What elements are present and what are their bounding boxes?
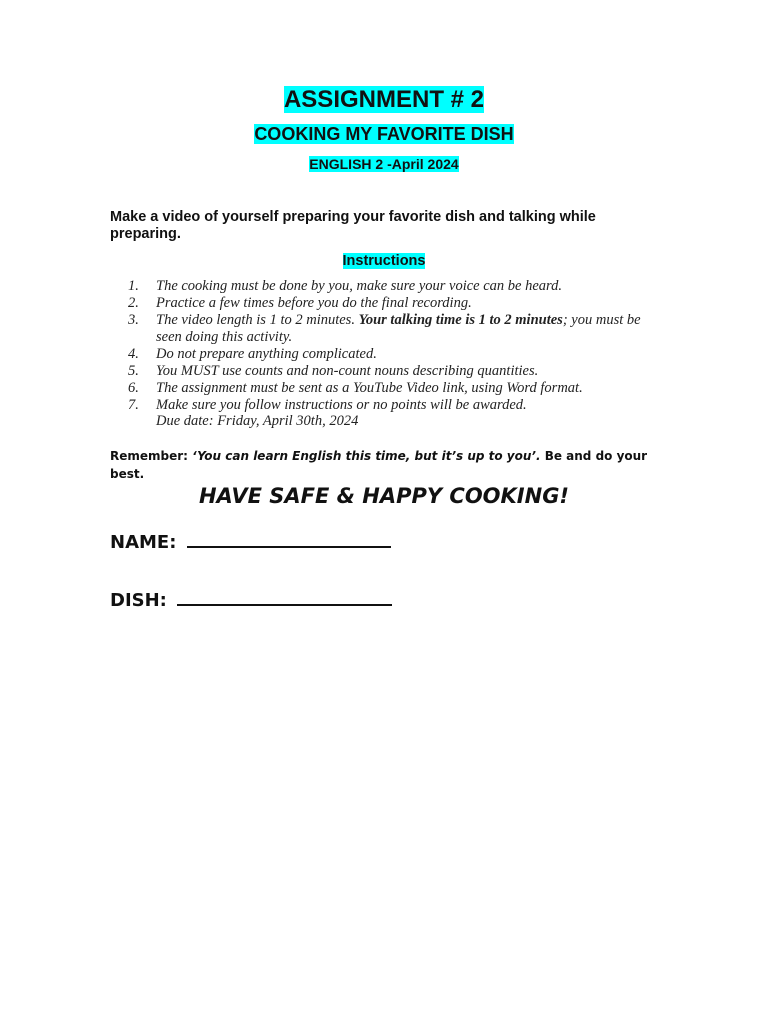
list-item-text: The assignment must be sent as a YouTube Video link, using Word format. (156, 380, 583, 396)
list-item (128, 397, 668, 414)
list-item-number: 5. (128, 363, 139, 379)
dish-blank-line[interactable] (177, 586, 392, 606)
dish-label: DISH: (110, 590, 167, 611)
list-item-text-part: ; you must be seen doing this activity. (156, 312, 641, 345)
list-item-text-part: The video length is 1 to 2 minutes. (156, 312, 359, 328)
list-item (128, 380, 668, 397)
list-item-number: 2. (128, 295, 139, 311)
intro-paragraph: Make a video of yourself preparing your favorite dish and talking while preparing. (110, 209, 596, 242)
list-item (128, 363, 668, 380)
name-field (110, 528, 391, 556)
list-item-number: 7. (128, 397, 139, 413)
instructions-heading-text: Instructions (342, 253, 426, 269)
list-item-number: 3. (128, 312, 139, 328)
remember-label: Remember: (110, 449, 193, 463)
list-item-text: The cooking must be done by you, make sure your voice can be heard. (156, 278, 563, 294)
name-label: NAME: (110, 532, 177, 553)
list-item-number: 1. (128, 278, 139, 294)
instructions-list (128, 278, 668, 414)
instructions-heading (0, 251, 768, 271)
list-item-bold-text: Your talking time is 1 to 2 minutes (358, 312, 563, 328)
assignment-subtitle (0, 122, 768, 146)
remember-quote: ‘You can learn English this time, but it’s up to you’. (192, 449, 541, 463)
list-item-text (156, 312, 668, 346)
list-item-text: Do not prepare anything complicated. (156, 346, 377, 362)
list-item-number: 4. (128, 346, 139, 362)
list-item (128, 295, 668, 312)
course-line-text: ENGLISH 2 -April 2024 (309, 156, 459, 172)
list-item-text: Make sure you follow instructions or no points will be awarded. (156, 397, 527, 413)
name-blank-line[interactable] (187, 528, 391, 548)
list-item (128, 278, 668, 295)
list-item-text: Practice a few times before you do the final recording. (156, 295, 472, 311)
assignment-title (0, 85, 768, 115)
assignment-subtitle-text: COOKING MY FAVORITE DISH (254, 124, 514, 144)
course-line (0, 154, 768, 174)
closing-slogan: HAVE SAFE & HAPPY COOKING! (198, 484, 570, 508)
list-item (128, 346, 668, 363)
list-item-text: You MUST use counts and non-count nouns describing quantities. (156, 363, 539, 379)
list-item-number: 6. (128, 380, 139, 396)
due-date: Due date: Friday, April 30th, 2024 (156, 413, 359, 429)
remember-rest: Be and do your best. (110, 449, 648, 481)
list-item (128, 312, 668, 346)
remember-note (110, 447, 670, 483)
assignment-title-text: ASSIGNMENT # 2 (283, 86, 485, 113)
dish-field (110, 586, 392, 614)
